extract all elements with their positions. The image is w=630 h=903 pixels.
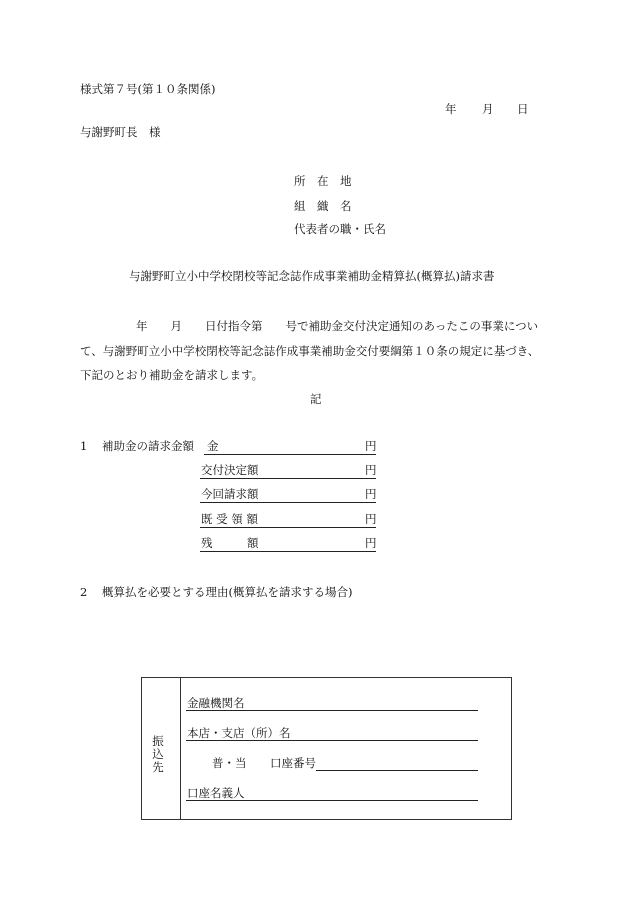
date-day: 日: [517, 102, 529, 116]
amount-row-line: [204, 454, 376, 455]
remaining-amount-line: [200, 551, 376, 552]
amount-row-label: 金: [207, 439, 219, 453]
bank-box-divider: [180, 677, 181, 820]
ki-heading: 記: [310, 392, 322, 406]
address-label: 所 在 地: [294, 174, 352, 188]
received-amount-line: [200, 527, 376, 528]
bank-name-label: 金融機関名: [187, 696, 245, 710]
received-amount-unit: 円: [365, 512, 377, 526]
account-type-label: 普・当: [212, 756, 247, 770]
account-number-line: [316, 770, 478, 771]
item1-number: 1: [80, 439, 88, 453]
date-year: 年: [445, 102, 457, 116]
document-title: 与謝野町立小中学校閉校等記念誌作成事業補助金精算払(概算払)請求書: [129, 269, 495, 283]
decided-amount-label: 交付決定額: [201, 463, 259, 477]
received-amount-label: 既 受 領 額: [201, 512, 258, 526]
body-line-1: 年 月 日付指令第 号で補助金交付決定通知のあったこの事業につい: [136, 319, 539, 333]
body-line-2: て、与謝野町立小中学校閉校等記念誌作成事業補助金交付要綱第１０条の規定に基づき、: [80, 344, 540, 358]
remaining-amount-unit: 円: [365, 536, 377, 550]
org-label: 組 織 名: [294, 199, 352, 213]
branch-name-label: 本店・支店（所）名: [187, 726, 291, 740]
form-number: 様式第７号(第１０条関係): [80, 82, 216, 96]
decided-amount-line: [200, 478, 376, 479]
current-request-label: 今回請求額: [201, 487, 259, 501]
addressee: 与謝野町長 様: [80, 125, 161, 139]
account-number-label: 口座番号: [270, 756, 316, 770]
body-line-3: 下記のとおり補助金を請求します。: [80, 368, 264, 382]
remaining-amount-label: 残 額: [201, 536, 259, 550]
account-holder-line: [186, 800, 478, 801]
bank-name-line: [186, 710, 478, 711]
item1-label: 補助金の請求金額: [102, 439, 194, 453]
branch-name-line: [186, 740, 478, 741]
current-request-line: [200, 502, 376, 503]
representative-label: 代表者の職・氏名: [294, 222, 386, 236]
current-request-unit: 円: [365, 487, 377, 501]
transfer-destination-label: 振 込 先: [152, 734, 164, 774]
item2-label: 概算払を必要とする理由(概算払を請求する場合): [102, 585, 353, 599]
item2-number: 2: [80, 585, 88, 599]
date-month: 月: [482, 102, 494, 116]
amount-row-unit: 円: [365, 439, 377, 453]
account-holder-label: 口座名義人: [187, 786, 245, 800]
decided-amount-unit: 円: [365, 463, 377, 477]
